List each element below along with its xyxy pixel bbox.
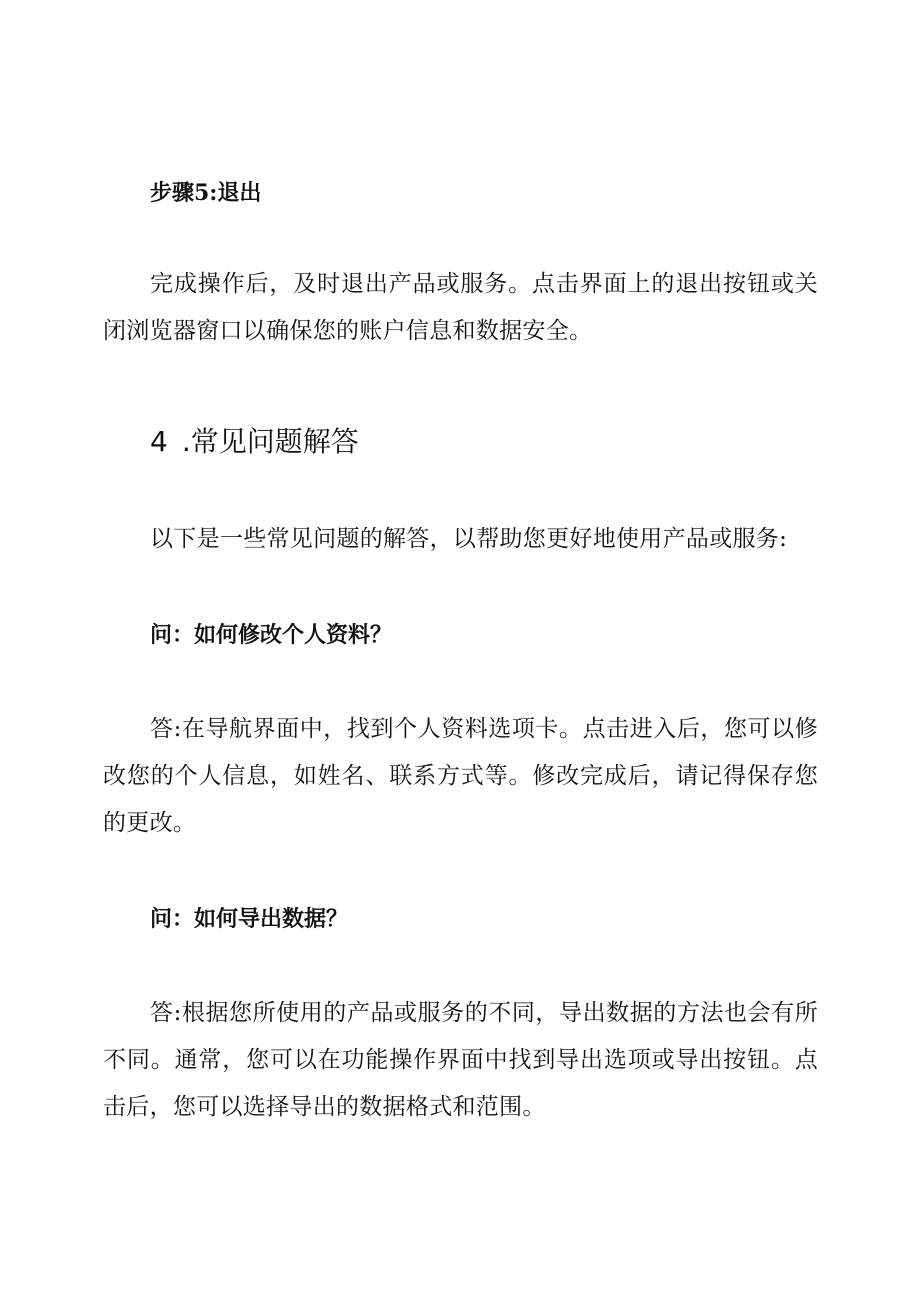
faq-question-1: 问：如何修改个人资料？ (150, 622, 393, 648)
faq-answer-2: 答:根据您所使用的产品或服务的不同，导出数据的方法也会有所不同。通常，您可以在功能操作界面中找到导出选项或导出按钮。点击后，您可以选择导出的数据格式和范围。 (103, 1000, 818, 1120)
section-4-heading (150, 420, 865, 464)
section-number: 4 (150, 425, 168, 458)
faq-question-2: 问：如何导出数据？ (150, 906, 349, 932)
step-5-paragraph: 完成操作后，及时退出产品或服务。点击界面上的退出按钮或关闭浏览器窗口以确保您的账户信息和数据安全。 (103, 271, 818, 344)
faq-answer-1: 答:在导航界面中，找到个人资料选项卡。点击进入后，您可以修改您的个人信息，如姓名、联系方式等。修改完成后，请记得保存您的更改。 (103, 716, 818, 836)
step-5-heading: 步骤5:退出 (150, 180, 262, 206)
faq-intro-paragraph: 以下是一些常见问题的解答，以帮助您更好地使用产品或服务: (150, 526, 788, 552)
section-title: .常见问题解答 (181, 425, 359, 458)
